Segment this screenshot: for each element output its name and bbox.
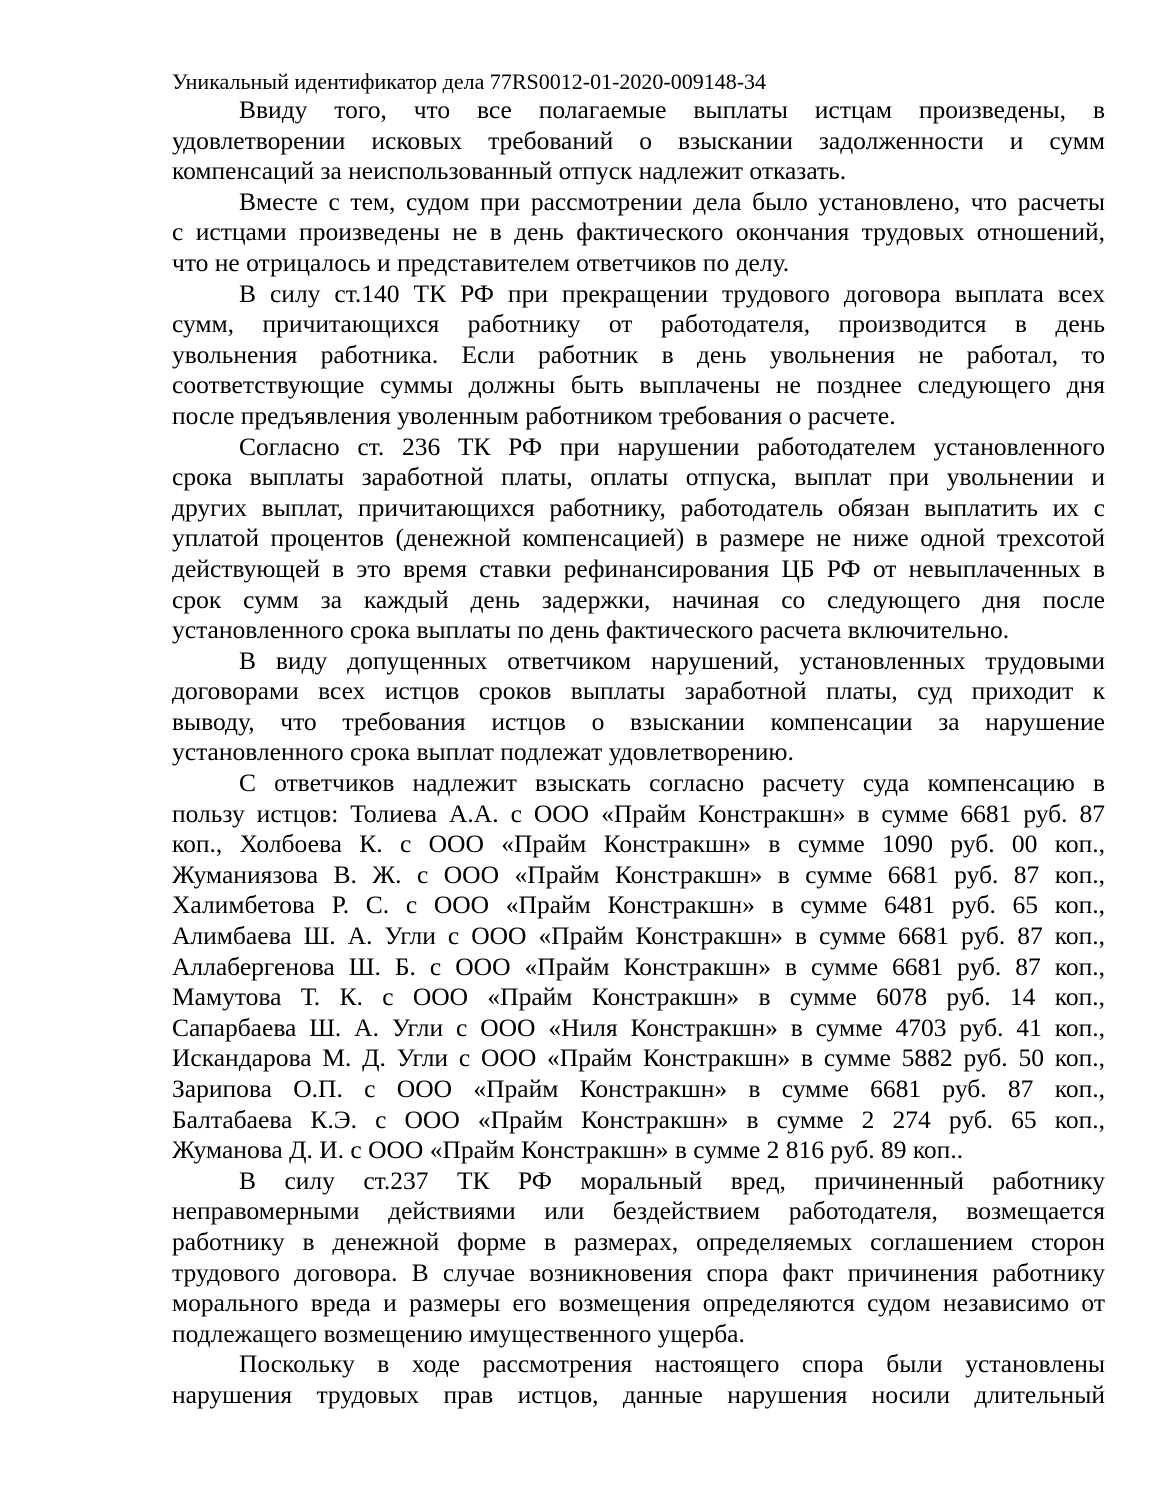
text-line: пользу истцов: Толиева А.А. с ООО «Прайм Констракшн» в сумме 6681 руб. 87 xyxy=(172,798,1105,828)
text-line: увольнения работника. Если работник в день увольнения не работал, то xyxy=(172,339,1105,369)
text-line: В силу ст.237 ТК РФ моральный вред, причиненный работнику xyxy=(239,1165,1105,1195)
text-line: компенсаций за неиспользованный отпуск надлежит отказать. xyxy=(172,156,847,186)
text-line: установленного срока выплат подлежат удовлетворению. xyxy=(172,737,794,767)
text-line: Алимбаева Ш. А. Угли с ООО «Прайм Констракшн» в сумме 6681 руб. 87 коп., xyxy=(172,921,1105,951)
text-line: срок сумм за каждый день задержки, начиная со следующего дня после xyxy=(172,584,1105,614)
text-line: Балтабаева К.Э. с ООО «Прайм Констракшн» в сумме 2 274 руб. 65 коп., xyxy=(172,1104,1105,1134)
document-body xyxy=(172,95,1105,1411)
text-line: Сапарбаева Ш. А. Угли с ООО «Ниля Констракшн» в сумме 4703 руб. 41 коп., xyxy=(172,1012,1105,1042)
paragraph xyxy=(172,1166,1105,1350)
paragraph xyxy=(172,432,1105,646)
text-line: выводу, что требования истцов о взыскании компенсации за нарушение xyxy=(172,706,1105,736)
case-id-header: Уникальный идентификатор дела 77RS0012-01-2020-009148-34 xyxy=(172,69,767,94)
text-line: Жуманиязова В. Ж. с ООО «Прайм Констракшн» в сумме 6681 руб. 87 коп., xyxy=(172,859,1105,889)
text-line: Искандарова М. Д. Угли с ООО «Прайм Констракшн» в сумме 5882 руб. 50 коп., xyxy=(172,1043,1105,1073)
paragraph xyxy=(172,187,1105,279)
text-line: Халимбетова Р. С. с ООО «Прайм Констракшн» в сумме 6481 руб. 65 коп., xyxy=(172,890,1105,920)
text-line: С ответчиков надлежит взыскать согласно расчету суда компенсацию в xyxy=(239,768,1105,798)
text-line: подлежащего возмещению имущественного ущерба. xyxy=(172,1318,745,1348)
text-line: что не отрицалось и представителем ответчиков по делу. xyxy=(172,247,790,277)
text-line: В силу ст.140 ТК РФ при прекращении трудового договора выплата всех xyxy=(239,278,1105,308)
text-line: морального вреда и размеры его возмещения определяются судом независимо от xyxy=(172,1288,1105,1318)
text-line: Жуманова Д. И. с ООО «Прайм Констракшн» в сумме 2 816 руб. 89 коп.. xyxy=(172,1135,964,1165)
text-line: Согласно ст. 236 ТК РФ при нарушении работодателем установленного xyxy=(239,431,1105,461)
text-line: срока выплаты заработной платы, оплаты отпуска, выплат при увольнении и xyxy=(172,462,1105,492)
paragraph xyxy=(172,95,1105,187)
text-line: Мамутова Т. К. с ООО «Прайм Констракшн» в сумме 6078 руб. 14 коп., xyxy=(172,982,1105,1012)
text-line: Ввиду того, что все полагаемые выплаты истцам произведены, в xyxy=(239,95,1105,124)
text-line: удовлетворении исковых требований о взыскании задолженности и сумм xyxy=(172,125,1105,155)
text-line: Зарипова О.П. с ООО «Прайм Констракшн» в сумме 6681 руб. 87 коп., xyxy=(172,1074,1105,1103)
text-line: нарушения трудовых прав истцов, данные нарушения носили длительный xyxy=(172,1379,1105,1409)
text-line: уплатой процентов (денежной компенсацией) в размере не ниже одной трехсотой xyxy=(172,523,1105,553)
text-line: других выплат, причитающихся работнику, работодатель обязан выплатить их с xyxy=(172,492,1105,522)
paragraph xyxy=(172,279,1105,432)
text-line: В виду допущенных ответчиком нарушений, установленных трудовыми xyxy=(239,645,1105,675)
text-line: Аллабергенова Ш. Б. с ООО «Прайм Констракшн» в сумме 6681 руб. 87 коп., xyxy=(172,951,1105,981)
text-line: договорами всех истцов сроков выплаты заработной платы, суд приходит к xyxy=(172,676,1105,706)
paragraph xyxy=(172,768,1105,1166)
text-line: трудового договора. В случае возникновения спора факт причинения работнику xyxy=(172,1257,1105,1287)
text-line: сумм, причитающихся работнику от работодателя, производится в день xyxy=(172,309,1105,339)
text-line: после предъявления уволенным работником требования о расчете. xyxy=(172,400,896,430)
paragraph xyxy=(172,1349,1105,1410)
text-line: Вместе с тем, судом при рассмотрении дела было установлено, что расчеты xyxy=(239,186,1105,216)
text-line: Поскольку в ходе рассмотрения настоящего спора были установлены xyxy=(239,1349,1105,1379)
text-line: с истцами произведены не в день фактического окончания трудовых отношений, xyxy=(172,217,1105,247)
text-line: коп., Холбоева К. с ООО «Прайм Констракшн» в сумме 1090 руб. 00 коп., xyxy=(172,829,1105,859)
text-line: неправомерными действиями или бездействием работодателя, возмещается xyxy=(172,1196,1105,1226)
paragraph xyxy=(172,646,1105,768)
text-line: действующей в это время ставки рефинансирования ЦБ РФ от невыплаченных в xyxy=(172,553,1105,583)
text-line: соответствующие суммы должны быть выплачены не позднее следующего дня xyxy=(172,370,1105,400)
text-line: установленного срока выплаты по день фактического расчета включительно. xyxy=(172,615,1010,645)
text-line: работнику в денежной форме в размерах, определяемых соглашением сторон xyxy=(172,1226,1105,1256)
